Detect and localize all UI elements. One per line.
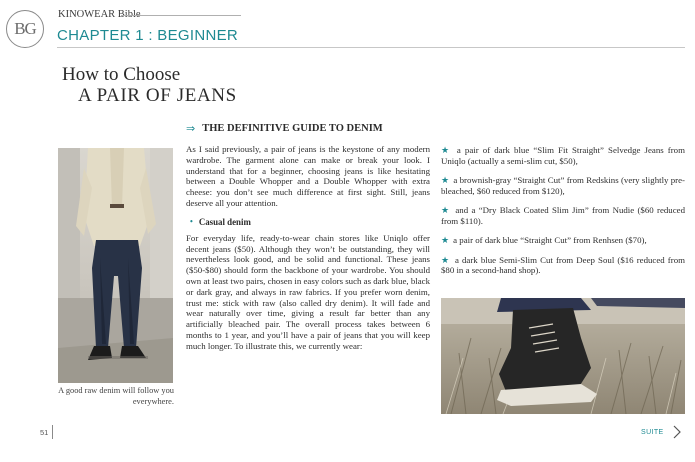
main-column: [186, 122, 430, 352]
star-icon: ★: [441, 254, 450, 265]
list-item: [441, 145, 685, 167]
bullet-icon: •: [190, 217, 193, 227]
page-number: 51: [40, 428, 49, 437]
star-icon: ★: [441, 235, 449, 246]
arrow-right-icon: ⇒: [186, 123, 196, 135]
photo-man-in-jeans: [58, 148, 173, 383]
list-item-text: a pair of dark blue “Straight Cut” from Renhsen ($70),: [453, 235, 647, 246]
chevron-right-icon[interactable]: [672, 424, 682, 445]
body-paragraph: For everyday life, ready-to-wear chain stores like Uniqlo offer decent jeans ($50). Although they won’t be outstanding, they will nevertheless look good, and be solid and functional. These jeans ($50-$80) should form the backbone of your wardrobe. You should own at least two pairs, chosen in easy colors such as dark blue, black or dark gray, and always in raw fabrics. If you prefer worn denim, trust me: stick with raw (also called dry denim). It will fade and wear naturally over time, giving a result far better than any artificially bleached pair. The overall process takes between 6 months to 1 year, and you’ll have a pair of jeans that you will keep much longer. To illustrate this, we currently wear:: [186, 232, 430, 351]
star-icon: ★: [441, 145, 451, 155]
photo-sneakers-grass: [441, 298, 685, 414]
jeans-list: [441, 145, 685, 285]
list-item-text: a brownish-gray “Straight Cut” from Redskins (very slightly pre-bleached, $60 reduced from $120),: [441, 175, 685, 196]
chapter-divider: [57, 47, 685, 48]
article-title-line1: How to Choose: [62, 64, 181, 85]
next-page-label[interactable]: SUITE: [641, 429, 664, 436]
star-icon: ★: [441, 205, 451, 216]
list-item-text: and a “Dry Black Coated Slim Jim” from Nudie ($60 reduced from $110).: [441, 205, 686, 226]
subheading: [190, 217, 430, 227]
page-number-divider: [52, 425, 53, 439]
header-divider: [121, 15, 241, 16]
subheading-text: Casual denim: [198, 216, 251, 227]
intro-paragraph: As I said previously, a pair of jeans is the keystone of any modern wardrobe. The garment alone can make or break your look. I understand that for a beginner, choosing jeans is like hesitating between a Double Whopper and a Double Whopper with extra cheese: you don’t see much difference at first sight. Still, jeans deserve all your attention.: [186, 144, 430, 208]
star-icon: ★: [441, 175, 450, 186]
section-heading-text: THE DEFINITIVE GUIDE TO DENIM: [202, 123, 383, 134]
section-heading: [186, 122, 430, 135]
list-item: [441, 255, 685, 277]
list-item: [441, 205, 685, 227]
book-title: KINOWEAR Bible: [58, 9, 141, 20]
list-item: [441, 175, 685, 197]
list-item-text: a pair of dark blue “Slim Fit Straight” Selvedge Jeans from Uniqlo (actually a semi-slim cut, $50),: [441, 145, 685, 166]
photo-caption: A good raw denim will follow you everywhere.: [58, 386, 174, 406]
logo: BG: [6, 10, 44, 48]
list-item-text: a dark blue Semi-Slim Cut from Deep Soul ($16 reduced from $80 in a second-hand shop).: [441, 254, 685, 276]
list-item: [441, 235, 685, 246]
article-title-line2: A PAIR OF JEANS: [78, 85, 237, 106]
chapter-title: CHAPTER 1 : BEGINNER: [57, 27, 239, 44]
